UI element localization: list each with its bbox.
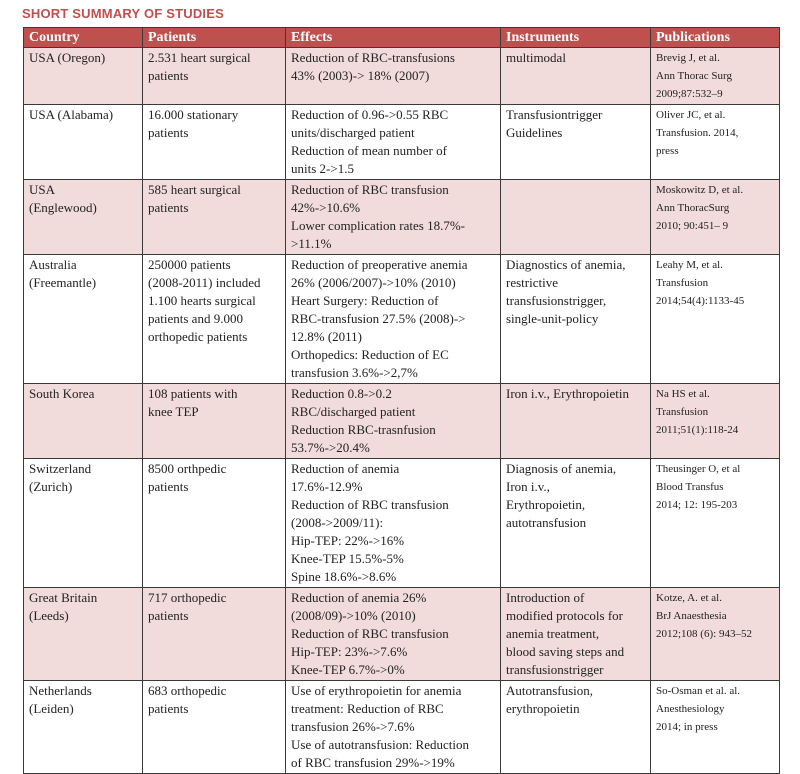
publications-line: Transfusion. 2014, [656,127,739,139]
patients-line: patients and 9.000 [148,311,243,326]
patients-line: 16.000 stationary [148,107,239,122]
publications-line: 2010; 90:451– 9 [656,220,729,232]
effects-line: treatment: Reduction of RBC [291,701,444,716]
effects-line: >11.1% [291,236,332,251]
effects-line: Reduction RBC-trasnfusion [291,422,436,437]
instruments-cell [501,681,651,774]
country-cell [24,459,143,588]
effects-line: transfusion 3.6%->2,7% [291,365,418,380]
patients-cell [143,588,286,681]
effects-line: Reduction 0.8->0.2 [291,386,392,401]
publications-cell [651,105,780,180]
patients-line: 717 orthopedic [148,590,227,605]
effects-line: Knee-TEP 6.7%->0% [291,662,405,677]
effects-line: 26% (2006/2007)->10% (2010) [291,275,456,290]
table-row [24,180,780,255]
publications-line: Ann Thorac Surg [656,70,732,82]
effects-line: 17.6%-12.9% [291,479,363,494]
publications-line: So-Osman et al. al. [656,685,741,697]
header-effects: Effects [286,28,501,48]
country-cell [24,105,143,180]
effects-cell [286,459,501,588]
instruments-line: anemia treatment, [506,626,600,641]
country-line: Great Britain [29,590,98,605]
effects-line: (2008/09)->10% (2010) [291,608,416,623]
patients-line: patients [148,701,189,716]
effects-line: Reduction of anemia [291,461,400,476]
country-cell [24,48,143,105]
publications-line: Na HS et al. [656,388,710,400]
table-row [24,48,780,105]
effects-line: 53.7%->20.4% [291,440,370,455]
publications-line: Leahy M, et al. [656,259,723,271]
instruments-cell [501,255,651,384]
publications-cell [651,459,780,588]
instruments-line: erythropoietin [506,701,580,716]
country-line: USA (Alabama) [29,107,114,122]
patients-cell [143,48,286,105]
publications-line: BrJ Anaesthesia [656,610,727,622]
studies-table [23,27,780,774]
publications-line: 2012;108 (6): 943–52 [656,628,752,640]
instruments-line: transfusionstrigger, [506,293,607,308]
instruments-line: single-unit-policy [506,311,599,326]
effects-line: Reduction of RBC transfusion [291,497,449,512]
effects-cell [286,588,501,681]
effects-line: Use of erythropoietin for anemia [291,683,462,698]
publications-line: 2014; 12: 195-203 [656,499,738,511]
country-cell [24,588,143,681]
country-line: South Korea [29,386,95,401]
instruments-line: restrictive [506,275,558,290]
effects-line: Spine 18.6%->8.6% [291,569,397,584]
patients-cell [143,255,286,384]
patients-line: (2008-2011) included [148,275,261,290]
country-line: (Englewood) [29,200,97,215]
publications-line: Moskowitz D, et al. [656,184,744,196]
country-line: Australia [29,257,77,272]
effects-line: units 2->1.5 [291,161,354,176]
effects-line: Orthopedics: Reduction of EC [291,347,449,362]
instruments-cell [501,459,651,588]
publications-line: 2014;54(4):1133-45 [656,295,745,307]
instruments-line: Guidelines [506,125,563,140]
patients-cell [143,180,286,255]
publications-line: 2009;87:532–9 [656,88,723,100]
patients-line: patients [148,200,189,215]
instruments-line: blood saving steps and [506,644,625,659]
publications-line: press [656,145,679,157]
patients-cell [143,681,286,774]
effects-line: Reduction of preoperative anemia [291,257,468,272]
header-row [24,28,780,48]
instruments-line: autotransfusion [506,515,587,530]
instruments-line: Diagnosis of anemia, [506,461,617,476]
effects-line: Reduction of RBC transfusion [291,182,449,197]
header-publications: Publications [651,28,780,48]
patients-line: 1.100 hearts surgical [148,293,256,308]
table-row [24,681,780,774]
effects-line: 43% (2003)-> 18% (2007) [291,68,430,83]
effects-cell [286,255,501,384]
effects-line: Reduction of anemia 26% [291,590,427,605]
instruments-line: modified protocols for [506,608,623,623]
patients-line: 683 orthopedic [148,683,227,698]
header-patients: Patients [143,28,286,48]
effects-line: 42%->10.6% [291,200,361,215]
effects-cell [286,681,501,774]
patients-line: knee TEP [148,404,199,419]
instruments-line: Iron i.v., Erythropoietin [506,386,629,401]
instruments-cell [501,384,651,459]
page-title: SHORT SUMMARY OF STUDIES [22,6,224,21]
country-cell [24,384,143,459]
patients-line: 8500 orthpedic [148,461,227,476]
publications-line: Theusinger O, et al [656,463,741,475]
instruments-line: Introduction of [506,590,585,605]
publications-line: Transfusion [656,406,709,418]
effects-line: Lower complication rates 18.7%- [291,218,465,233]
effects-line: RBC/discharged patient [291,404,416,419]
table-row [24,255,780,384]
publications-cell [651,681,780,774]
patients-line: 585 heart surgical [148,182,241,197]
publications-cell [651,48,780,105]
patients-cell [143,384,286,459]
instruments-line: Erythropoietin, [506,497,586,512]
instruments-cell [501,105,651,180]
country-line: (Freemantle) [29,275,97,290]
patients-line: 250000 patients [148,257,231,272]
country-line: (Leeds) [29,608,69,623]
effects-line: 12.8% (2011) [291,329,363,344]
patients-line: patients [148,68,189,83]
effects-line: units/discharged patient [291,125,415,140]
instruments-line: Iron i.v., [506,479,550,494]
country-cell [24,255,143,384]
country-line: (Leiden) [29,701,74,716]
effects-line: Hip-TEP: 23%->7.6% [291,644,408,659]
effects-cell [286,105,501,180]
instruments-line: Transfusiontrigger [506,107,603,122]
country-cell [24,180,143,255]
instruments-cell [501,48,651,105]
effects-line: RBC-transfusion 27.5% (2008)-> [291,311,466,326]
patients-line: patients [148,479,189,494]
effects-line: Reduction of 0.96->0.55 RBC [291,107,449,122]
instruments-cell [501,588,651,681]
effects-line: Reduction of RBC transfusion [291,626,449,641]
instruments-line: transfusionstrigger [506,662,604,677]
effects-line: Hip-TEP: 22%->16% [291,533,405,548]
country-cell [24,681,143,774]
effects-cell [286,384,501,459]
effects-line: transfusion 26%->7.6% [291,719,415,734]
publications-line: Blood Transfus [656,481,724,493]
effects-line: Reduction of RBC-transfusions [291,50,455,65]
patients-line: patients [148,608,189,623]
publications-line: Kotze, A. et al. [656,592,722,604]
effects-line: Use of autotransfusion: Reduction [291,737,469,752]
publications-cell [651,384,780,459]
country-line: USA [29,182,56,197]
effects-line: Heart Surgery: Reduction of [291,293,439,308]
table-row [24,588,780,681]
patients-cell [143,459,286,588]
effects-line: Reduction of mean number of [291,143,447,158]
publications-line: Ann ThoracSurg [656,202,730,214]
country-line: USA (Oregon) [29,50,106,65]
effects-line: (2008->2009/11): [291,515,384,530]
table-row [24,105,780,180]
instruments-line: Autotransfusion, [506,683,594,698]
publications-cell [651,180,780,255]
table-row [24,459,780,588]
publications-cell [651,255,780,384]
effects-line: Knee-TEP 15.5%-5% [291,551,404,566]
publications-line: 2011;51(1):118-24 [656,424,739,436]
effects-cell [286,180,501,255]
effects-cell [286,48,501,105]
effects-line: of RBC transfusion 29%->19% [291,755,455,770]
publications-line: 2014; in press [656,721,718,733]
publications-line: Brevig J, et al. [656,52,720,64]
header-country: Country [24,28,143,48]
instruments-line: Diagnostics of anemia, [506,257,626,272]
patients-line: 108 patients with [148,386,238,401]
patients-line: patients [148,125,189,140]
patients-line: orthopedic patients [148,329,248,344]
publications-cell [651,588,780,681]
country-line: Switzerland [29,461,92,476]
publications-line: Transfusion [656,277,709,289]
country-line: (Zurich) [29,479,73,494]
publications-line: Oliver JC, et al. [656,109,726,121]
table-row [24,384,780,459]
publications-line: Anesthesiology [656,703,725,715]
country-line: Netherlands [29,683,92,698]
instruments-line: multimodal [506,50,566,65]
instruments-cell [501,180,651,255]
patients-cell [143,105,286,180]
patients-line: 2.531 heart surgical [148,50,251,65]
header-instruments: Instruments [501,28,651,48]
